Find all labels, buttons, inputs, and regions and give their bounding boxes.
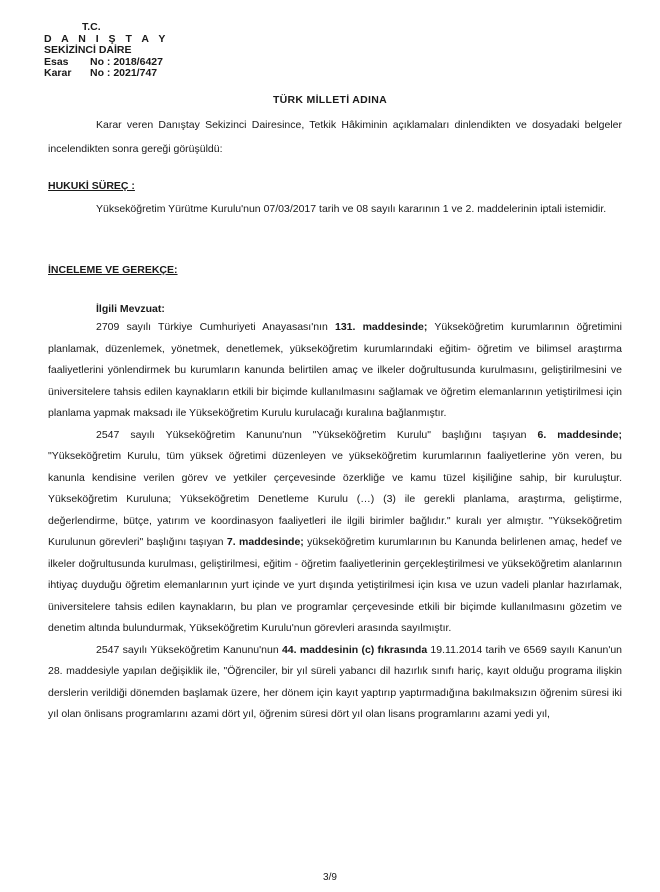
hukuki-surec-block [48,197,622,221]
p2-bold-ref-6: 6. maddesinde; [537,428,622,441]
p3-bold-ref: 44. maddesinin (c) fıkrasında [281,643,428,656]
p3-text-a: 2547 sayılı Yükseköğretim Kanunu'nun [96,643,282,656]
intro-paragraph: Karar veren Danıştay Sekizinci Dairesince, Tetkik Hâkiminin açıklamaları dinlendikten ve dosyadaki belgeler incelendikten sonra gereği görüşüldü: [48,119,622,155]
p1-text-c: Yükseköğretim kurumlarının öğretimini planlamak, düzenlemek, yönetmek, denetlemek, yükseköğretim kurumlarındaki eğitim- öğretim ve bilimsel araştırma faaliyetlerini yönlendirmek bu kurumların kanunda belirtilen amaç ve ilkeler doğrultusunda kurulmasını, geliştirilmesini ve üniversitelere tahsis edilen kaynakların etkili bir biçimde kullanılmasını sağlamak ve öğretim elemanlarının yetiştirilmesi için planlama yapmak maksadı ile Yükseköğretim Kurulu kurulacağı kuralına bağlanmıştır. [48,321,622,419]
p2-bold-ref-7: 7. maddesinde; [226,536,304,548]
p2-text-e: yükseköğretim kurumlarının bu Kanunda belirlenen amaç, hedef ve ilkeler doğrultusunda kurulması, geliştirilmesi, eğitim - öğretim faaliyetlerinin gerçekleştirilmesi ve yükseköğretim alanlarının ihtiyaç duyduğu öğretim elemanlarının yurt içinde ve yurt dışında yetiştirilmesi için kısa ve uzun vadeli planlar hazırlamak, üniversitelere tahsis edilen kaynakların, bu plan ve programlar çerçevesinde etkili bir biçimde kullanılmasını gözetim ve denetim altında bulundurmak, Yükseköğretim Kurulu'nun görevleri arasında sayılmıştır. [48,536,622,634]
p2-text-c: "Yükseköğretim Kurulu, tüm yüksek öğretimi düzenleyen ve yükseköğretim kurumlarının faaliyetlerine yön veren, bu kanunla kendisine verilen görev ve yetkiler çerçevesinde özerkliğe ve kamu tüzel kişiliğine sahip, bir kuruluştur. Yükseköğretim Kuruluna; Yükseköğretim Denetleme Kurulu (…) (3) ile gerekli planlama, araştırma, geliştirme, değerlendirme, bütçe, yatırım ve koordinasyon faaliyetleri ile ilgili birimler bağlıdır." kuralı yer almıştır. "Yükseköğretim Kurulunun görevleri" başlığını taşıyan [48,450,622,548]
hukuki-surec-heading: HUKUKİ SÜREÇ : [48,180,135,192]
paragraph-kanun-44 [48,640,622,726]
esas-value: No : 2018/6427 [90,55,163,68]
ilgili-mevzuat-heading: İlgili Mevzuat: [96,303,165,315]
p1-bold-ref: 131. maddesinde; [335,321,428,333]
page-number: 3/9 [323,872,337,883]
karar-label: Karar [44,67,72,79]
hukuki-surec-paragraph: Yükseköğretim Yürütme Kurulu'nun 07/03/2017 tarih ve 08 sayılı kararının 1 ve 2. maddelerinin iptali istemidir. [96,203,607,215]
mevzuat-body [48,317,622,726]
inceleme-heading: İNCELEME VE GEREKÇE: [48,264,178,276]
tc-label: T.C. [82,21,101,33]
p1-text-a: 2709 sayılı Türkiye Cumhuriyeti Anayasası'nın [96,321,335,333]
paragraph-kanun-6-7 [48,425,622,640]
intro-block [48,113,622,161]
p2-text-a: 2547 sayılı Yükseköğretim Kanunu'nun "Yükseköğretim Kurulu" başlığını taşıyan [96,428,538,441]
p3-text-c: 19.11.2014 tarih ve 6569 sayılı Kanun'un 28. maddesiyle yapılan değişiklik ile, "Öğrenciler, bir yıl süreli yabancı dil hazırlık sınıfı hariç, kayıt olduğu programa ilişkin derslerin verildiği dönemden başlamak üzere, her dönem için kayıt yaptırıp yaptırmadığına bakılmaksızın öğrenim süresi iki yıl olan önlisans programlarını azami dört yıl, öğrenim süresi dört yıl olan lisans programlarını azami yedi yıl, [48,643,622,720]
court-name: D A N I Ş T A Y [44,32,169,45]
karar-row [44,68,169,80]
esas-label: Esas [44,55,69,68]
document-title: TÜRK MİLLETİ ADINA [272,94,388,106]
chamber-name: SEKİZİNCİ DAİRE [44,44,132,56]
karar-value: No : 2021/747 [90,67,158,79]
paragraph-anayasa-131 [48,317,622,425]
document-header [44,22,169,80]
